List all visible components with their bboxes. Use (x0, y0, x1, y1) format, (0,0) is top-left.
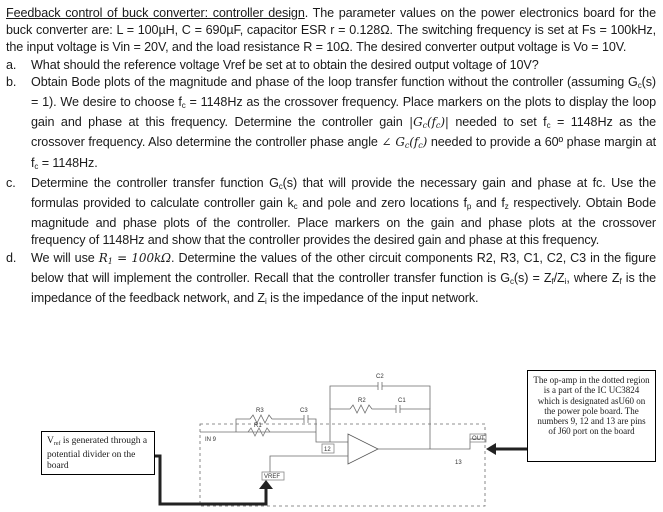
angle-expr-part: (f (409, 135, 419, 150)
vref-subscript: ref (53, 441, 61, 447)
subscript-i: i (564, 276, 567, 286)
question-b-text-7: = 1148Hz. (38, 155, 98, 170)
label-c1: C1 (398, 398, 406, 404)
question-d-text-7: is the impedance of the input network. (266, 291, 479, 306)
question-d-marker: d. (6, 250, 17, 265)
opamp-note-text: The op-amp in the dotted region is a part of the IC UC3824 which is designated asU60 on the power pole board. The numbers 9, 12 and 13 are pins of J60 port on the board (533, 375, 650, 437)
question-c-text-4: and f (471, 196, 505, 211)
output-wire (378, 439, 485, 449)
subscript-c: c (418, 141, 423, 151)
question-d-text-5: , where Z (566, 270, 620, 285)
subscript-i: i (265, 297, 267, 307)
opamp-note-box (527, 370, 656, 462)
question-d (6, 250, 656, 311)
subscript-p: p (466, 202, 472, 212)
question-d-text-4: /Z (553, 270, 565, 285)
problem-title: Feedback control of buck converter: controller design (6, 6, 305, 20)
question-b-text-1: Obtain Bode plots of the magnitude and phase of the loop transfer function without the controller (assuming G (31, 74, 638, 89)
opamp-arrow-head (486, 443, 496, 455)
feedback-wire-right (400, 409, 430, 449)
label-r3: R3 (256, 408, 264, 414)
question-d-text-6: is the impedance of the feedback network, and Z (31, 270, 657, 306)
label-c2: C2 (376, 374, 384, 380)
opamp-symbol (348, 434, 378, 464)
label-r2: R2 (358, 398, 366, 404)
label-in-9: IN 9 (205, 437, 217, 443)
gain-expr-part: )| (440, 115, 449, 130)
vref-note-box (41, 431, 155, 475)
vref-note-text: is generated through a potential divider on the board (47, 436, 148, 471)
question-d-text-1: We will use (31, 250, 99, 265)
c3-wire (308, 419, 316, 432)
inverting-input-wire (316, 432, 348, 442)
subscript-c: c (404, 141, 410, 151)
vref-arrow-head (259, 480, 273, 489)
r1-value: = 100kΩ (112, 250, 172, 265)
label-vref: VREF (264, 474, 281, 480)
noninverting-input-wire (270, 456, 348, 472)
question-b (6, 74, 656, 175)
angle-expr-part: ) (422, 135, 428, 150)
question-c-text-5: respectively. Obtain Bode magnitude and phase plots of the controller. Place markers on the gain and phase plots at the crossover frequency of 1148Hz and show that the controller provides the desired gain and phase at this frequency. (31, 196, 656, 248)
dotted-opamp-region (200, 424, 485, 506)
r1-symbol: R (98, 250, 108, 265)
question-list (6, 57, 656, 311)
r1-expr (99, 251, 171, 265)
question-d-text-2: . Determine the values of the other circuit components R2, R3, C1, C2, C3 in the figure below that will implement the controller. Recall that the controller transfer function is G (31, 250, 656, 285)
problem-document (6, 5, 656, 310)
question-b-text-6: needed to provide a 60º phase margin at f (31, 135, 657, 170)
question-c-text-3: and pole and zero locations f (297, 196, 467, 211)
subscript-c: c (422, 121, 427, 131)
subscript-c: c (510, 276, 514, 286)
subscript-c: c (546, 121, 551, 131)
capacitor-c1 (396, 405, 400, 413)
label-out: OUT (472, 436, 485, 442)
question-a (6, 57, 656, 74)
gain-expr-part: |G (409, 115, 423, 130)
question-b-text-4: needed to set f (448, 115, 547, 130)
capacitor-c2 (378, 382, 382, 390)
question-b-text-5: = 1148Hz as the crossover frequency. Also determine the controller phase angle (31, 115, 656, 150)
feedback-wire-left (330, 409, 350, 442)
vref-callout-arrow (155, 456, 266, 504)
question-a-text: What should the reference voltage Vref be set at to obtain the desired output voltage of 10V? (31, 57, 539, 72)
intro-paragraph (6, 5, 656, 57)
angle-expr-part: ∠ G (381, 135, 405, 150)
question-c-text-2: (s) that will provide the necessary gain and phase at fc. Use the formulas provided to calculate controller gain k (31, 175, 656, 211)
controller-phase-expr (381, 135, 427, 149)
question-a-marker: a. (6, 57, 17, 72)
subscript-c: c (181, 101, 186, 111)
intro-text: . The parameter values on the power electronics board for the buck converter are: L = 100µH, C = 690µF, capacitor ESR r = 0.128Ω. The switching frequency is set at Fs = 100kHz, the input voltage is Vin = 20V, and the load resistance R = 10Ω. The desired converter output voltage is Vo = 10V. (6, 6, 656, 55)
question-d-text-3: (s) = Z (513, 270, 552, 285)
controller-gain-expr (409, 115, 449, 129)
vref-symbol: V (47, 436, 54, 446)
question-c-text-1: Determine the controller transfer function G (31, 175, 279, 190)
label-r1: R1 (254, 423, 262, 429)
subscript-z: z (504, 202, 509, 212)
subscript-c: c (278, 181, 283, 191)
label-c3: C3 (300, 408, 308, 414)
controller-circuit-figure (0, 364, 663, 512)
capacitor-c3 (304, 415, 308, 423)
c2-wire-right (382, 386, 430, 409)
question-b-text-2: (s) = 1). We desire to choose f (31, 74, 656, 110)
subscript-c: c (34, 161, 39, 171)
question-c (6, 175, 656, 250)
label-pin-13: 13 (455, 460, 462, 466)
subscript-c: c (637, 80, 642, 90)
subscript-1: 1 (107, 256, 113, 266)
c2-wire-left (330, 386, 378, 409)
resistor-r3 (250, 415, 304, 423)
question-b-marker: b. (6, 74, 17, 89)
subscript-c: c (293, 202, 298, 212)
gain-expr-part: (f (426, 115, 436, 130)
question-c-marker: c. (6, 175, 16, 190)
label-pin-12: 12 (324, 447, 331, 453)
subscript-c: c (435, 121, 441, 131)
subscript-f: f (551, 276, 554, 286)
question-b-text-3: = 1148Hz as the crossover frequency. Place markers on the plots to display the loop gain and phase at this frequency. Determine the controller gain (31, 95, 656, 130)
subscript-f: f (619, 276, 622, 286)
resistor-r2 (350, 405, 396, 413)
r3-c3-wire (236, 419, 250, 432)
